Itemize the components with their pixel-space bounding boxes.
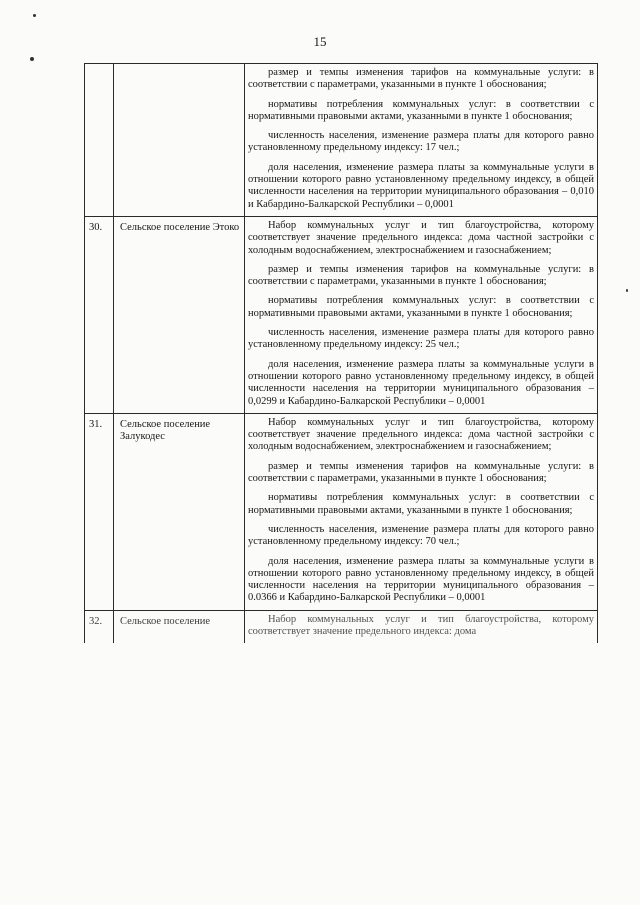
settlement-name — [114, 64, 245, 217]
settlement-name: Сельское поселение Залукодес — [114, 413, 245, 610]
scan-speck — [626, 289, 628, 292]
row-number: 32. — [85, 610, 114, 643]
paragraph: размер и темпы изменения тарифов на коммунальные услуги: в соответствии с параметрами, указанными в пункте 1 обоснования; — [248, 67, 594, 91]
row-content — [245, 64, 598, 217]
row-number — [85, 64, 114, 217]
paragraph: размер и темпы изменения тарифов на коммунальные услуги: в соответствии с параметрами, указанными в пункте 1 обоснования; — [248, 263, 594, 288]
page-number: 15 — [313, 34, 327, 49]
table-row — [85, 64, 598, 217]
utilities-index-table — [84, 63, 598, 643]
paragraph: нормативы потребления коммунальных услуг: в соответствии с нормативными правовыми актами, указанными в пункте 1 обоснования; — [248, 295, 594, 319]
paragraph: численность населения, изменение размера платы для которого равно установленному предельному индексу: 17 чел.; — [248, 130, 594, 154]
row-content — [245, 413, 598, 610]
row-number: 30. — [85, 216, 114, 413]
paragraph: численность населения, изменение размера платы для которого равно установленному предельному индексу: 25 чел.; — [248, 327, 594, 351]
paragraph: Набор коммунальных услуг и тип благоустройства, которому соответствует значение предельного индекса: дома частной застройки с холодным водоснабжением, электроснабжением и газоснабжением; — [248, 219, 594, 256]
paragraph: доля населения, изменение размера платы за коммунальные услуги в отношении которого равно установленному предельному индексу, в общей численности населения на территории муниципального образования – 0,010 и Кабардино-Балкарской Республики – 0,0001 — [248, 161, 594, 210]
row-content — [245, 216, 598, 413]
paragraph: нормативы потребления коммунальных услуг: в соответствии с нормативными правовыми актами, указанными в пункте 1 обоснования; — [248, 98, 594, 122]
scan-speck — [33, 14, 36, 17]
paragraph: размер и темпы изменения тарифов на коммунальные услуги: в соответствии с параметрами, указанными в пункте 1 обоснования; — [248, 460, 594, 485]
paragraph: доля населения, изменение размера платы за коммунальные услуги в отношении которого равно установленному предельному индексу, в общей численности населения на территории муниципального образования – 0,0299 и Кабардино-Балкарской Республики – 0,0001 — [248, 358, 594, 407]
paragraph: Набор коммунальных услуг и тип благоустройства, которому соответствует значение предельного индекса: дома — [248, 613, 594, 637]
paragraph: Набор коммунальных услуг и тип благоустройства, которому соответствует значение предельного индекса: дома частной застройки с холодным водоснабжением, электроснабжением и газоснабжением; — [248, 416, 594, 453]
table-row — [85, 610, 598, 643]
settlement-name: Сельское поселение Этоко — [114, 216, 245, 413]
row-content — [245, 610, 598, 643]
row-number: 31. — [85, 413, 114, 610]
paragraph: доля населения, изменение размера платы за коммунальные услуги в отношении которого равно установленному предельному индексу, в общей численности населения на территории муниципального образования – 0.0366 и Кабардино-Балкарской Республики – 0,0001 — [248, 555, 594, 604]
table-row — [85, 216, 598, 413]
settlement-name: Сельское поселение — [114, 610, 245, 643]
scan-speck — [30, 57, 34, 61]
paragraph: численность населения, изменение размера платы для которого равно установленному предельному индексу: 70 чел.; — [248, 523, 594, 548]
paragraph: нормативы потребления коммунальных услуг: в соответствии с нормативными правовыми актами, указанными в пункте 1 обоснования; — [248, 492, 594, 516]
table-row — [85, 413, 598, 610]
